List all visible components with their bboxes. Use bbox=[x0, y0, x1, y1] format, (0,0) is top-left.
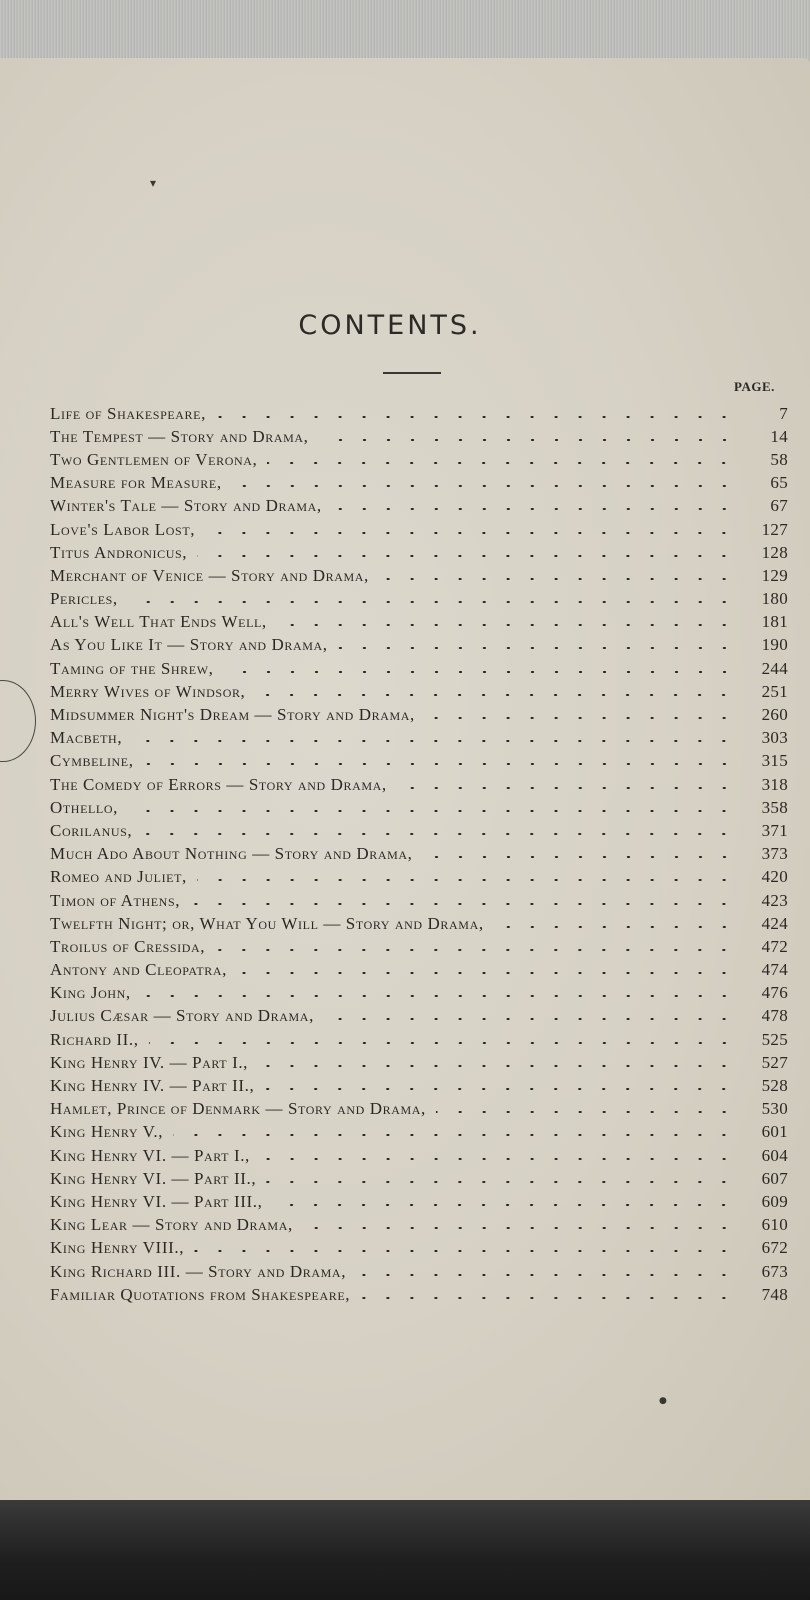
dot-leader bbox=[436, 1111, 736, 1113]
dot-leader bbox=[215, 949, 736, 951]
contents-entry bbox=[50, 1283, 788, 1306]
entry-title: All's Well That Ends Well, bbox=[50, 612, 267, 632]
contents-entry bbox=[50, 1144, 788, 1167]
entry-title: Cymbeline, bbox=[50, 751, 134, 771]
entry-title: King Henry VI. — Part III., bbox=[50, 1191, 263, 1211]
entry-title: Twelfth Night; or, What You Will — Story and Drama, bbox=[50, 913, 484, 933]
dot-leader bbox=[142, 833, 736, 835]
contents-entry bbox=[50, 1190, 788, 1213]
entry-title: Hamlet, Prince of Denmark — Story and Drama, bbox=[50, 1099, 426, 1119]
entry-title: Much Ado About Nothing — Story and Drama, bbox=[50, 844, 413, 864]
entry-page-number: 527 bbox=[761, 1052, 788, 1072]
entry-page-number: 14 bbox=[770, 426, 788, 446]
dot-leader bbox=[194, 1250, 736, 1252]
entry-title: Julius Cæsar — Story and Drama, bbox=[50, 1006, 314, 1026]
contents-entry bbox=[50, 819, 788, 842]
contents-entry bbox=[50, 425, 788, 448]
entry-title: Macbeth, bbox=[50, 728, 123, 748]
entry-title: Titus Andronicus, bbox=[50, 542, 188, 562]
dot-leader bbox=[237, 972, 736, 974]
entry-title: Antony and Cleopatra, bbox=[50, 960, 227, 980]
contents-entry bbox=[50, 680, 788, 703]
entry-page-number: 528 bbox=[761, 1076, 788, 1096]
page-column-label: PAGE. bbox=[734, 379, 775, 394]
entry-title: Life of Shakespeare, bbox=[50, 403, 206, 423]
dot-leader bbox=[232, 485, 736, 487]
entry-page-number: 607 bbox=[761, 1168, 788, 1188]
entry-page-number: 672 bbox=[761, 1238, 788, 1258]
entry-page-number: 127 bbox=[761, 519, 788, 539]
entry-title: Merry Wives of Windsor, bbox=[50, 681, 246, 701]
entry-title: The Tempest — Story and Drama, bbox=[50, 426, 309, 446]
entry-page-number: 260 bbox=[761, 705, 788, 725]
dot-leader bbox=[149, 1042, 736, 1044]
entry-page-number: 472 bbox=[761, 936, 788, 956]
entry-title: Merchant of Venice — Story and Drama, bbox=[50, 565, 369, 585]
contents-entry bbox=[50, 750, 788, 773]
contents-entry bbox=[50, 472, 788, 495]
ink-speck: ▾ bbox=[150, 176, 157, 190]
dot-leader bbox=[216, 416, 736, 418]
entry-title: King Richard III. — Story and Drama, bbox=[50, 1261, 347, 1281]
contents-entry bbox=[50, 889, 788, 912]
contents-entry bbox=[50, 611, 788, 634]
dot-leader bbox=[260, 1158, 736, 1160]
contents-entry bbox=[50, 843, 788, 866]
entry-title: Winter's Tale — Story and Drama, bbox=[50, 496, 322, 516]
dot-leader bbox=[397, 787, 736, 789]
entry-page-number: 673 bbox=[761, 1261, 788, 1281]
entry-page-number: 180 bbox=[761, 589, 788, 609]
dot-leader bbox=[197, 879, 736, 881]
entry-title: Two Gentlemen of Verona, bbox=[50, 449, 258, 469]
entry-page-number: 67 bbox=[770, 496, 788, 516]
entry-title: Measure for Measure, bbox=[50, 473, 222, 493]
contents-entry bbox=[50, 727, 788, 750]
entry-page-number: 424 bbox=[761, 913, 788, 933]
contents-entry bbox=[50, 634, 788, 657]
entry-title: As You Like It — Story and Drama, bbox=[50, 635, 328, 655]
entry-page-number: 610 bbox=[761, 1215, 788, 1235]
dot-leader bbox=[144, 763, 736, 765]
entry-title: The Comedy of Errors — Story and Drama, bbox=[50, 774, 387, 794]
contents-entry bbox=[50, 959, 788, 982]
entry-page-number: 423 bbox=[761, 890, 788, 910]
contents-entry bbox=[50, 495, 788, 518]
contents-entry bbox=[50, 1237, 788, 1260]
entry-page-number: 58 bbox=[770, 449, 788, 469]
entry-page-number: 318 bbox=[761, 774, 788, 794]
entry-title: King Henry VI. — Part II., bbox=[50, 1168, 257, 1188]
entry-page-number: 65 bbox=[770, 473, 788, 493]
ink-speck: ● bbox=[659, 1396, 667, 1406]
dot-leader bbox=[356, 1274, 736, 1276]
contents-entry bbox=[50, 1260, 788, 1283]
entry-page-number: 303 bbox=[761, 728, 788, 748]
entry-title: Midsummer Night's Dream — Story and Drama, bbox=[50, 705, 415, 725]
dot-leader bbox=[267, 462, 736, 464]
contents-entry bbox=[50, 564, 788, 587]
contents-entry bbox=[50, 773, 788, 796]
entry-title: King Henry VI. — Part I., bbox=[50, 1145, 250, 1165]
entry-page-number: 251 bbox=[761, 681, 788, 701]
dot-leader bbox=[128, 810, 736, 812]
dot-leader bbox=[266, 1181, 736, 1183]
entry-title: Troilus of Cressida, bbox=[50, 936, 206, 956]
contents-entry bbox=[50, 1214, 788, 1237]
contents-entry bbox=[50, 1098, 788, 1121]
entry-title: Othello, bbox=[50, 797, 118, 817]
dot-leader bbox=[173, 1134, 736, 1136]
entry-title: King Lear — Story and Drama, bbox=[50, 1215, 293, 1235]
entry-page-number: 371 bbox=[761, 820, 788, 840]
dot-leader bbox=[255, 694, 736, 696]
dot-leader bbox=[324, 1018, 736, 1020]
entry-title: Taming of the Shrew, bbox=[50, 658, 214, 678]
contents-entry bbox=[50, 982, 788, 1005]
dot-leader bbox=[264, 1088, 736, 1090]
entry-page-number: 748 bbox=[761, 1284, 788, 1304]
contents-entry bbox=[50, 1028, 788, 1051]
dot-leader bbox=[272, 1204, 736, 1206]
contents-entry bbox=[50, 866, 788, 889]
dot-leader bbox=[379, 578, 736, 580]
entry-title: Romeo and Juliet, bbox=[50, 867, 187, 887]
dot-leader bbox=[494, 926, 736, 928]
entry-page-number: 128 bbox=[761, 542, 788, 562]
contents-entry bbox=[50, 448, 788, 471]
entry-page-number: 181 bbox=[761, 612, 788, 632]
entry-title: King Henry IV. — Part I., bbox=[50, 1052, 249, 1072]
contents-entry bbox=[50, 912, 788, 935]
entry-title: Timon of Athens, bbox=[50, 890, 181, 910]
dot-leader bbox=[224, 671, 737, 673]
dot-leader bbox=[338, 647, 736, 649]
entry-page-number: 373 bbox=[761, 844, 788, 864]
contents-heading: CONTENTS. bbox=[298, 310, 482, 341]
contents-entry bbox=[50, 935, 788, 958]
entry-page-number: 530 bbox=[761, 1099, 788, 1119]
contents-entry bbox=[50, 588, 788, 611]
contents-entry bbox=[50, 1074, 788, 1097]
entry-title: Pericles, bbox=[50, 589, 118, 609]
dot-leader bbox=[197, 555, 736, 557]
dot-leader bbox=[205, 532, 736, 534]
dot-leader bbox=[132, 740, 736, 742]
dot-leader bbox=[425, 717, 736, 719]
dot-leader bbox=[128, 601, 736, 603]
heading-rule bbox=[383, 372, 441, 374]
contents-entry bbox=[50, 541, 788, 564]
contents-entry bbox=[50, 518, 788, 541]
entry-page-number: 476 bbox=[761, 983, 788, 1003]
contents-entry bbox=[50, 1005, 788, 1028]
contents-entry bbox=[50, 657, 788, 680]
contents-entry bbox=[50, 796, 788, 819]
entry-page-number: 525 bbox=[761, 1029, 788, 1049]
entry-title: King John, bbox=[50, 983, 131, 1003]
entry-page-number: 315 bbox=[761, 751, 788, 771]
entry-page-number: 358 bbox=[761, 797, 788, 817]
entry-page-number: 604 bbox=[761, 1145, 788, 1165]
dot-leader bbox=[423, 856, 736, 858]
contents-entry bbox=[50, 402, 788, 425]
dot-leader bbox=[303, 1227, 736, 1229]
dot-leader bbox=[360, 1297, 736, 1299]
dot-leader bbox=[319, 439, 737, 441]
entry-title: Familiar Quotations from Shakespeare, bbox=[50, 1284, 351, 1304]
entry-title: Richard II., bbox=[50, 1029, 139, 1049]
entry-title: King Henry VIII., bbox=[50, 1238, 185, 1258]
entry-page-number: 420 bbox=[761, 867, 788, 887]
dot-leader bbox=[258, 1065, 736, 1067]
contents-entry bbox=[50, 1121, 788, 1144]
entry-title: King Henry IV. — Part II., bbox=[50, 1076, 255, 1096]
entry-page-number: 7 bbox=[779, 403, 788, 423]
entry-title: Corilanus, bbox=[50, 820, 133, 840]
dot-leader bbox=[332, 508, 736, 510]
cloth-background bbox=[0, 0, 810, 66]
contents-entry bbox=[50, 1051, 788, 1074]
entry-title: King Henry V., bbox=[50, 1122, 164, 1142]
dot-leader bbox=[277, 624, 736, 626]
dot-leader bbox=[190, 903, 736, 905]
entry-page-number: 244 bbox=[761, 658, 788, 678]
contents-entry bbox=[50, 1167, 788, 1190]
entry-page-number: 190 bbox=[761, 635, 788, 655]
entry-page-number: 474 bbox=[761, 960, 788, 980]
entry-page-number: 601 bbox=[761, 1122, 788, 1142]
entry-page-number: 478 bbox=[761, 1006, 788, 1026]
entry-page-number: 609 bbox=[761, 1191, 788, 1211]
dot-leader bbox=[141, 995, 736, 997]
contents-list bbox=[50, 402, 788, 1306]
entry-title: Love's Labor Lost, bbox=[50, 519, 196, 539]
entry-page-number: 129 bbox=[761, 565, 788, 585]
contents-entry bbox=[50, 703, 788, 726]
table-edge bbox=[0, 1500, 810, 1600]
